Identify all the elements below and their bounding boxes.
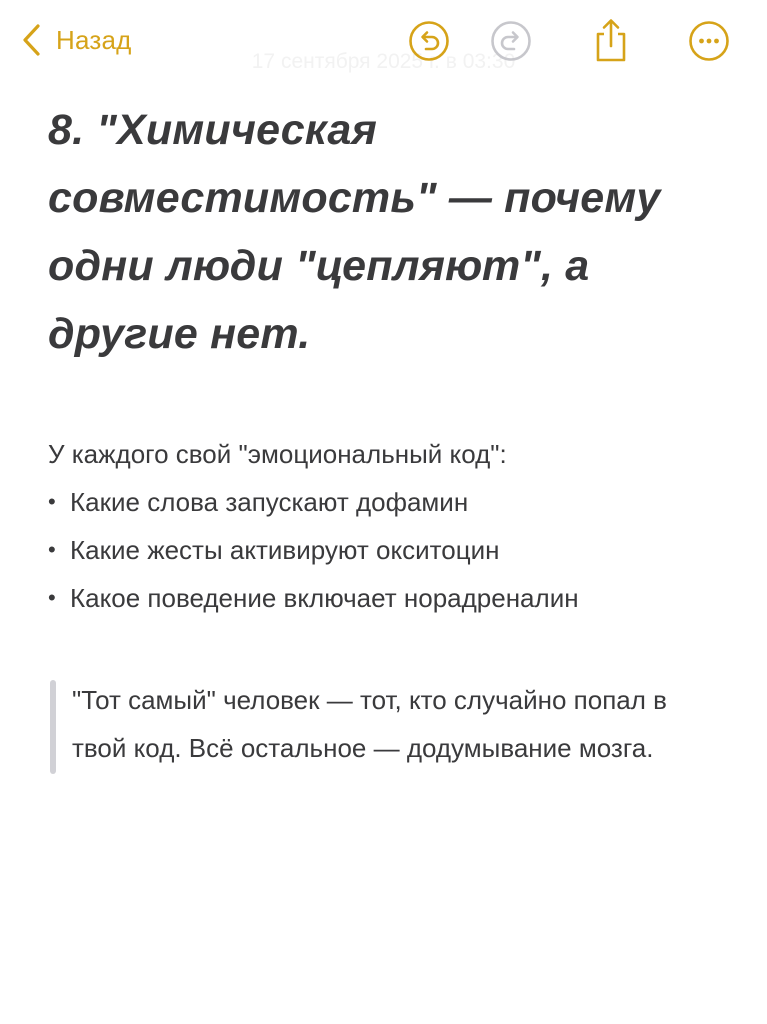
list-item	[48, 574, 728, 622]
undo-icon	[408, 20, 450, 62]
redo-icon	[490, 20, 532, 62]
quote-text: "Тот самый" человек — тот, кто случайно попал в твой код. Всё остальное — додумывание мозга.	[72, 685, 667, 763]
note-body[interactable]	[48, 96, 728, 772]
redo-button[interactable]	[490, 20, 532, 62]
list-item	[48, 478, 728, 526]
quote-bar	[50, 680, 56, 774]
list-item-text: Какие слова запускают дофамин	[70, 487, 469, 517]
list-item-text: Какое поведение включает норадреналин	[70, 583, 579, 613]
block-quote	[48, 676, 692, 772]
bullet-marker: •	[48, 489, 56, 514]
list-item	[48, 526, 728, 574]
share-button[interactable]	[590, 16, 632, 64]
bullet-list	[48, 478, 728, 622]
more-icon	[688, 20, 730, 62]
share-icon	[593, 17, 629, 63]
bullet-marker: •	[48, 537, 56, 562]
bullet-marker: •	[48, 585, 56, 610]
list-item-text: Какие жесты активируют окситоцин	[70, 535, 500, 565]
note-title: 8. "Химическая совместимость" — почему одни люди "цепляют", а другие нет.	[48, 106, 661, 358]
undo-button[interactable]	[408, 20, 450, 62]
more-button[interactable]	[688, 20, 730, 62]
note-intro: У каждого свой "эмоциональный код":	[48, 439, 507, 469]
back-label: Назад	[56, 24, 132, 55]
toolbar	[0, 0, 767, 84]
note-date: 17 сентября 2025 г. в 03:30	[251, 50, 516, 73]
